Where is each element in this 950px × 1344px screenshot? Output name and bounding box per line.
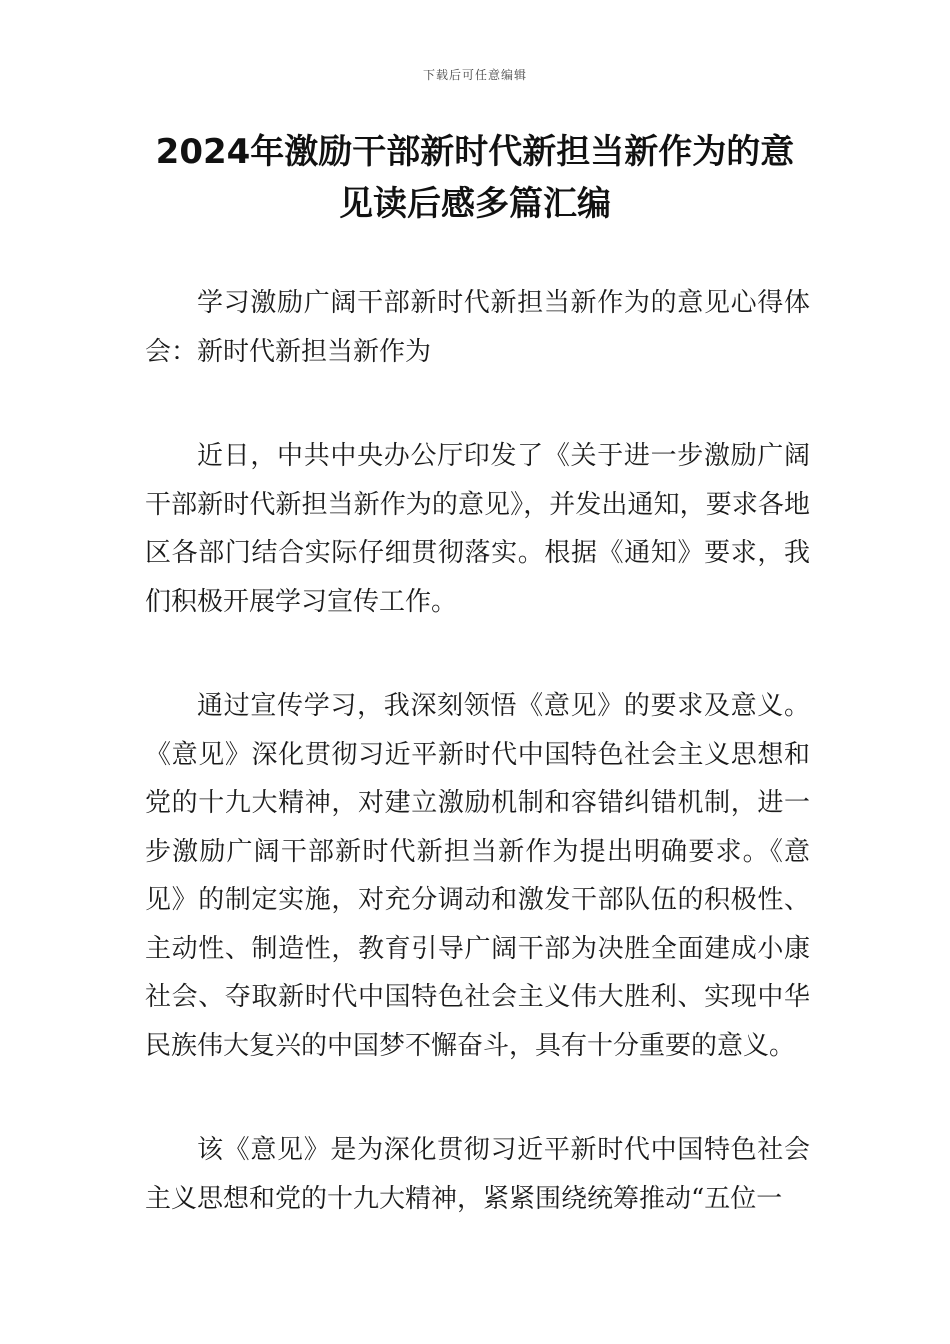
paragraph-2: 通过宣传学习，我深刻领悟《意见》的要求及意义。《意见》深化贯彻习近平新时代中国特色社会主义思想和党的十九大精神，对建立激励机制和容错纠错机制，进一步激励广阔干部新时代新担当新作为提出明确要求。《意见》的制定实施，对充分调动和激发干部队伍的积极性、主动性、制造性，教育引导广阔干部为决胜全面建成小康社会、夺取新时代中国特色社会主义伟大胜利、实现中华民族伟大复兴的中国梦不懈奋斗，具有十分重要的意义。 bbox=[145, 691, 810, 1061]
paragraph-1: 近日，中共中央办公厅印发了《关于进一步激励广阔干部新时代新担当新作为的意见》，并发出通知，要求各地区各部门结合实际仔细贯彻落实。根据《通知》要求，我们积极开展学习宣传工作。 bbox=[145, 441, 810, 617]
document-title: 2024年激励干部新时代新担当新作为的意见读后感多篇汇编 bbox=[155, 132, 795, 224]
paragraph-gap bbox=[145, 626, 810, 682]
paragraph-3: 该《意见》是为深化贯彻习近平新时代中国特色社会主义思想和党的十九大精神，紧紧围绕统筹推动“五位一 bbox=[145, 1135, 810, 1214]
document-body bbox=[145, 279, 810, 1223]
paragraph-subtitle: 学习激励广阔干部新时代新担当新作为的意见心得体会：新时代新担当新作为 bbox=[145, 288, 810, 367]
header-note: 下载后可任意编辑 bbox=[422, 68, 527, 82]
paragraph-gap bbox=[145, 1070, 810, 1126]
paragraph-gap bbox=[145, 376, 810, 432]
